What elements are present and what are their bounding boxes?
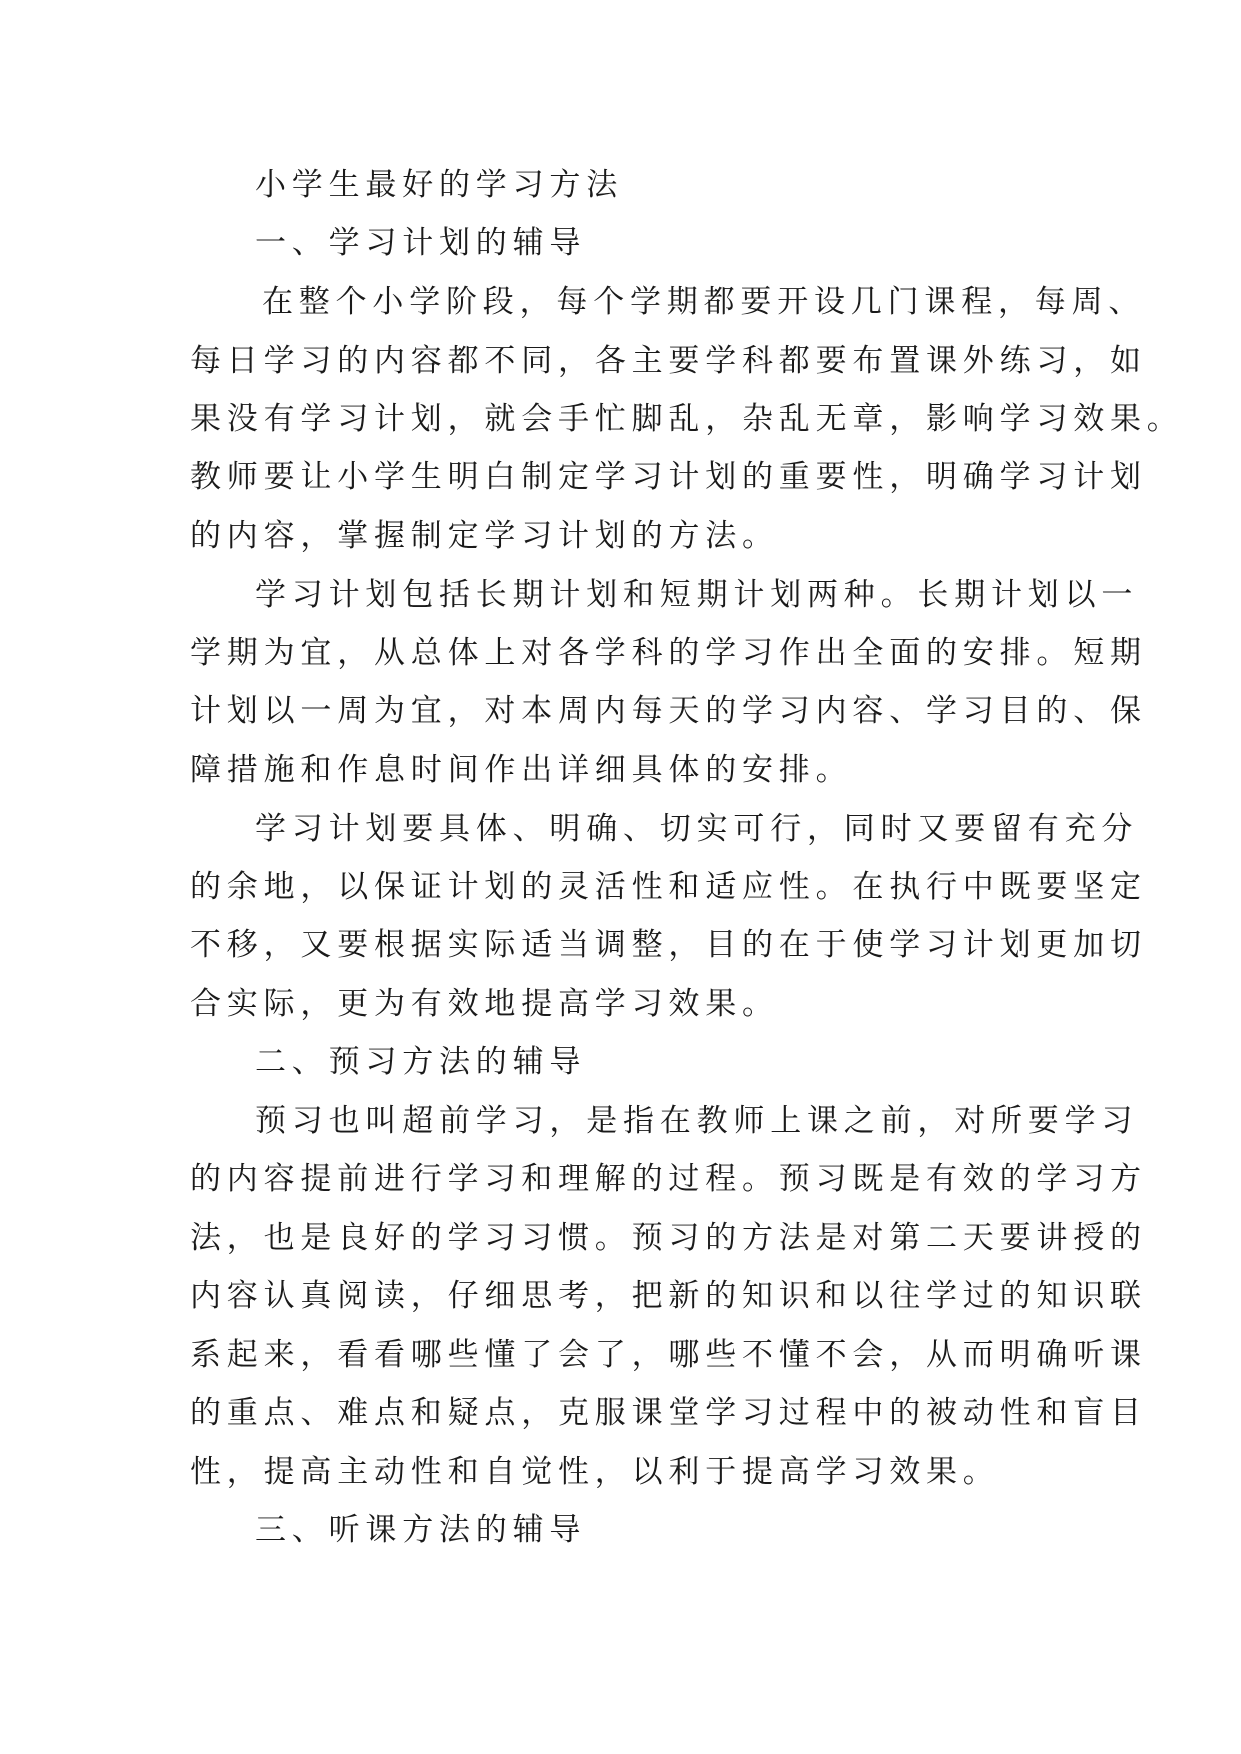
paragraph-line: 障措施和作息时间作出详细具体的安排。 [190,752,853,788]
paragraph-line: 预习也叫超前学习，是指在教师上课之前，对所要学习 [255,1103,1139,1139]
document-title: 小学生最好的学习方法 [255,167,623,203]
section-heading-3: 三、听课方法的辅导 [255,1512,587,1548]
paragraph-line: 性，提高主动性和自觉性，以利于提高学习效果。 [190,1454,1000,1490]
paragraph-line: 计划以一周为宜，对本周内每天的学习内容、学习目的、保 [190,693,1147,729]
paragraph-line: 合实际，更为有效地提高学习效果。 [190,986,779,1022]
paragraph-line: 教师要让小学生明白制定学习计划的重要性，明确学习计划 [190,459,1147,495]
paragraph-line: 果没有学习计划，就会手忙脚乱，杂乱无章，影响学习效果。 [190,401,1184,437]
paragraph-line: 在整个小学阶段，每个学期都要开设几门课程，每周、 [262,284,1146,320]
paragraph-line: 的余地，以保证计划的灵活性和适应性。在执行中既要坚定 [190,869,1147,905]
paragraph-line: 法，也是良好的学习习惯。预习的方法是对第二天要讲授的 [190,1220,1147,1256]
section-heading-1: 一、学习计划的辅导 [255,225,587,261]
paragraph-line: 学期为宜，从总体上对各学科的学习作出全面的安排。短期 [190,635,1147,671]
paragraph-line: 不移，又要根据实际适当调整，目的在于使学习计划更加切 [190,927,1147,963]
paragraph-line: 的重点、难点和疑点，克服课堂学习过程中的被动性和盲目 [190,1395,1147,1431]
paragraph-line: 的内容提前进行学习和理解的过程。预习既是有效的学习方 [190,1161,1147,1197]
section-heading-2: 二、预习方法的辅导 [255,1044,587,1080]
paragraph-line: 学习计划包括长期计划和短期计划两种。长期计划以一 [255,577,1139,613]
paragraph-line: 每日学习的内容都不同，各主要学科都要布置课外练习，如 [190,343,1147,379]
paragraph-line: 学习计划要具体、明确、切实可行，同时又要留有充分 [255,811,1139,847]
paragraph-line: 系起来，看看哪些懂了会了，哪些不懂不会，从而明确听课 [190,1337,1147,1373]
paragraph-line: 内容认真阅读，仔细思考，把新的知识和以往学过的知识联 [190,1278,1147,1314]
paragraph-line: 的内容，掌握制定学习计划的方法。 [190,518,779,554]
